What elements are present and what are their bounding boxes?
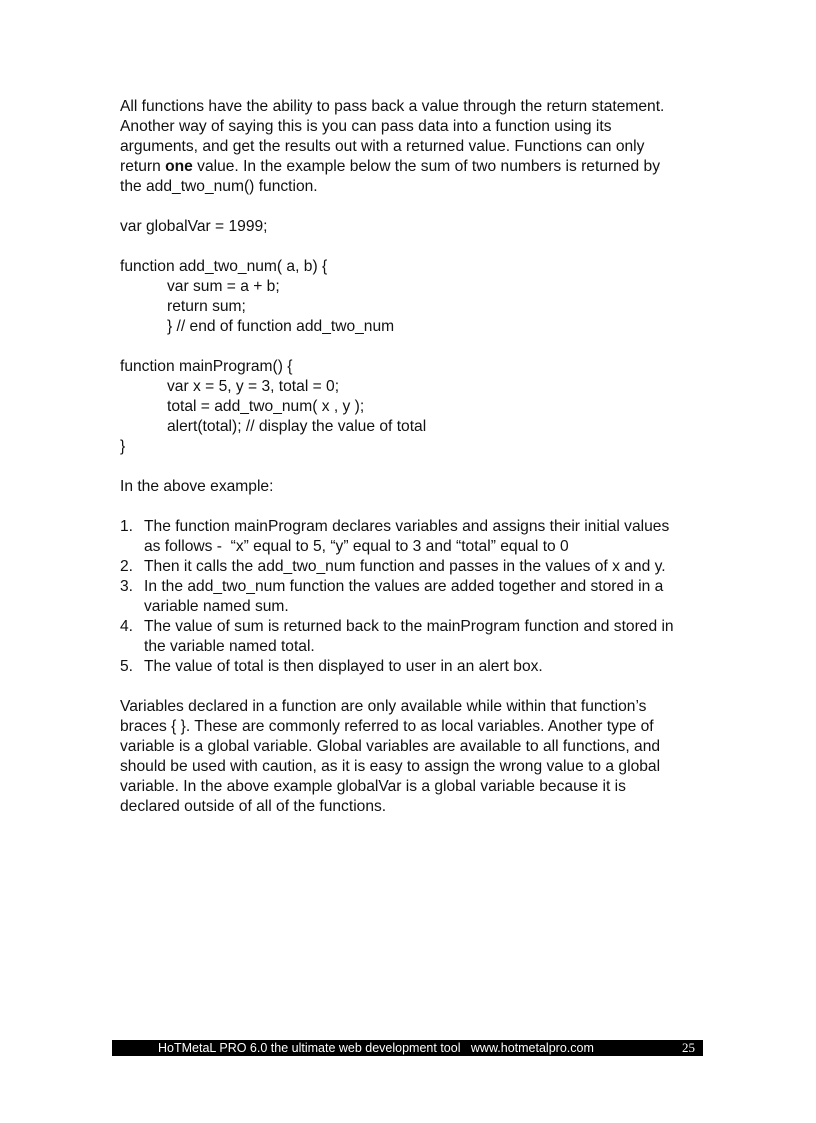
closing-paragraph: [120, 697, 710, 817]
list-item: [120, 517, 710, 557]
steps-list: [120, 517, 710, 677]
code-line: var sum = a + b;: [167, 278, 280, 295]
intro-line: All functions have the ability to pass back a value through the return statement.: [120, 98, 665, 115]
list-item: [120, 617, 710, 657]
list-number: 4.: [120, 618, 134, 635]
intro-paragraph: [120, 97, 710, 197]
code-line: alert(total); // display the value of total: [167, 418, 427, 435]
list-item-line: The value of sum is returned back to the mainProgram function and stored in: [144, 618, 674, 635]
code-line: return sum;: [167, 298, 246, 315]
heading-text: In the above example:: [120, 478, 274, 495]
list-number: 1.: [120, 518, 134, 535]
code-line: } // end of function add_two_num: [167, 318, 395, 335]
list-number: 5.: [120, 658, 134, 675]
list-item-line: as follows - “x” equal to 5, “y” equal to 3 and “total” equal to 0: [144, 538, 569, 555]
closing-line: Variables declared in a function are only available while within that function’s: [120, 698, 647, 715]
intro-line: Another way of saying this is you can pass data into a function using its: [120, 118, 612, 135]
page-footer: [112, 1040, 703, 1056]
code-line: function mainProgram() {: [120, 358, 293, 375]
list-item-line: The value of total is then displayed to user in an alert box.: [144, 658, 543, 675]
code-line: total = add_two_num( x , y );: [167, 398, 365, 415]
example-heading: [120, 477, 710, 497]
list-item: [120, 657, 710, 677]
closing-line: declared outside of all of the functions.: [120, 798, 387, 815]
list-item: [120, 577, 710, 617]
page-content: [120, 97, 710, 817]
list-item-line: Then it calls the add_two_num function and passes in the values of x and y.: [144, 558, 666, 575]
code-line: var x = 5, y = 3, total = 0;: [167, 378, 340, 395]
list-item: [120, 557, 710, 577]
code-function-main: [120, 357, 710, 457]
intro-line: [120, 157, 710, 177]
code-global: [120, 217, 710, 237]
list-number: 2.: [120, 558, 134, 575]
list-item-line: In the add_two_num function the values are added together and stored in a: [144, 578, 664, 595]
code-line: }: [120, 438, 126, 455]
page-number: 25: [682, 1040, 695, 1055]
intro-line-text: return: [120, 158, 166, 175]
footer-text: HoTMetaL PRO 6.0 the ultimate web development tool www.hotmetalpro.com: [158, 1041, 594, 1055]
list-item-line: The function mainProgram declares variables and assigns their initial values: [144, 518, 670, 535]
closing-line: variable is a global variable. Global variables are available to all functions, and: [120, 738, 661, 755]
list-item-line: the variable named total.: [144, 638, 315, 655]
list-number: 3.: [120, 578, 134, 595]
intro-line-text: value. In the example below the sum of two numbers is returned by: [192, 158, 661, 175]
code-line: function add_two_num( a, b) {: [120, 258, 328, 275]
closing-line: variable. In the above example globalVar is a global variable because it is: [120, 778, 626, 795]
list-item-line: variable named sum.: [144, 598, 289, 615]
code-line: var globalVar = 1999;: [120, 218, 268, 235]
emphasis-one: one: [165, 158, 193, 175]
intro-line: the add_two_num() function.: [120, 178, 318, 195]
closing-line: should be used with caution, as it is easy to assign the wrong value to a global: [120, 758, 661, 775]
intro-line: arguments, and get the results out with a returned value. Functions can only: [120, 138, 645, 155]
closing-line: braces { }. These are commonly referred to as local variables. Another type of: [120, 718, 654, 735]
code-function-add: [120, 257, 710, 337]
